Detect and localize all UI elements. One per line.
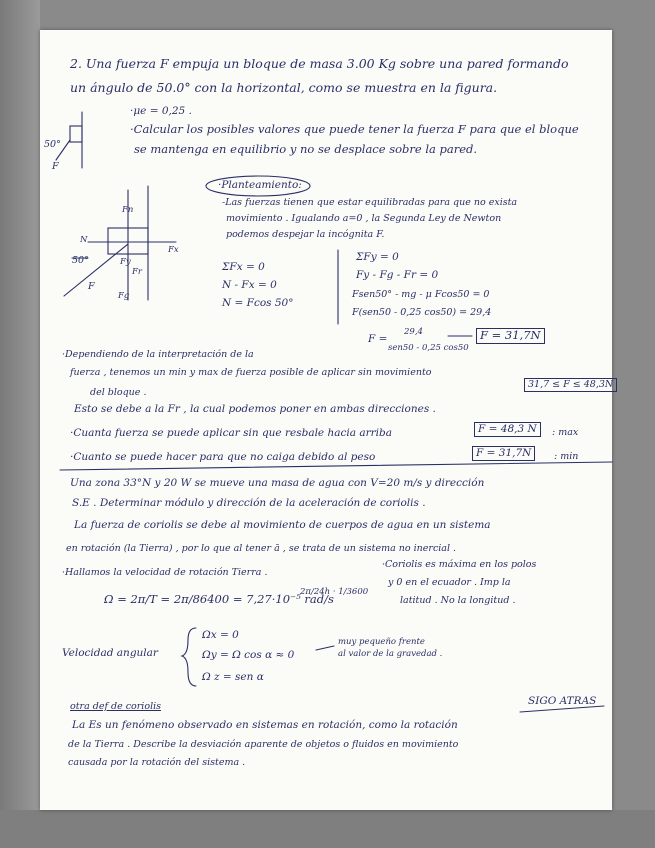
otra-line-3: causada por la rotación del sistema . [68, 757, 246, 768]
omega-y: Ωy = Ω cos α ≈ 0 [202, 649, 295, 661]
eq-right-3: Fsen50° - mg - μ Fcos50 = 0 [352, 289, 490, 300]
fbd-label-f: F [88, 281, 95, 292]
omega-aside: 2π/24h · 1/3600 [300, 587, 369, 597]
omega-x: Ωx = 0 [202, 629, 239, 641]
planteamiento-line-1: -Las fuerzas tienen que estar equilibradas para que no exista [222, 197, 518, 208]
max-box: F = 48,3 N [474, 422, 541, 437]
fbd-label-fx: Fx [168, 245, 179, 255]
fbd-label-n: N [80, 235, 88, 245]
otra-line-1: La Es un fenómeno observado en sistemas en rotación, como la rotación [72, 719, 458, 731]
eq-right-5-lhs: F = [368, 333, 388, 345]
eq-right-4: F(sen50 - 0,25 cos50) = 29,4 [352, 307, 492, 318]
otra-title: otra def de coriolis [70, 701, 162, 712]
planteamiento-ring [206, 176, 310, 196]
discussion-line-1: ·Dependiendo de la interpretación de la [62, 349, 254, 360]
problem-line-1: 2. Una fuerza F empuja un bloque de masa 3.00 Kg sobre una pared formando [70, 56, 569, 71]
range-box: 31,7 ≤ F ≤ 48,3N [524, 378, 617, 392]
fbd-label-angle: 50° [72, 255, 89, 266]
coriolis-line-5: ·Hallamos la velocidad de rotación Tierra . [62, 567, 268, 578]
omega-z: Ω z = sen α [202, 671, 264, 683]
eq-right-1: ΣFy = 0 [356, 251, 399, 263]
fbd-force-f [64, 244, 128, 296]
discussion-line-6: ·Cuanto se puede hacer para que no caiga debido al peso [70, 451, 376, 463]
eq-left-2: N - Fx = 0 [222, 279, 277, 291]
min-box: F = 31,7N [472, 446, 535, 461]
coriolis-line-3: La fuerza de coriolis se debe al movimiento de cuerpos de agua en un sistema [74, 519, 491, 531]
eq-right-2: Fy - Fg - Fr = 0 [356, 269, 439, 281]
discussion-line-2: fuerza , tenemos un min y max de fuerza posible de aplicar sin movimiento [70, 367, 432, 378]
coriolis-line-4: en rotación (la Tierra) , por lo que al tener ā , se trata de un sistema no inercial . [66, 543, 457, 554]
discussion-line-4: Esto se debe a la Fr , la cual podemos poner en ambas direcciones . [74, 403, 436, 415]
fbd-label-fn: Fn [122, 205, 134, 215]
note-line-3: latitud . No la longitud . [400, 595, 516, 606]
problem-line-2: un ángulo de 50.0° con la horizontal, como se muestra en la figura. [70, 80, 498, 95]
angular-velocity-label: Velocidad angular [62, 647, 158, 659]
discussion-line-5: ·Cuanta fuerza se puede aplicar sin que resbale hacia arriba [70, 427, 392, 439]
wall-figure-force-arrow [56, 140, 70, 160]
planteamiento-line-2: movimiento . Igualando a=0 , la Segunda Ley de Newton [226, 213, 502, 224]
signature-note: SIGO ATRAS [528, 695, 597, 707]
note-line-1: ·Coriolis es máxima en los polos [382, 559, 537, 570]
eq-right-5-num: 29,4 [404, 327, 423, 337]
eq-left-3: N = Fcos 50° [222, 297, 294, 309]
omega-brace [182, 628, 196, 686]
wall-figure-angle: 50° [44, 139, 61, 150]
eq-right-5-den: sen50 - 0,25 cos50 [388, 343, 469, 353]
aside-line-2: al valor de la gravedad . [338, 649, 443, 659]
coriolis-line-1: Una zona 33°N y 20 W se mueve una masa de agua con V=20 m/s y dirección [70, 477, 485, 489]
eq-left-1: ΣFx = 0 [222, 261, 265, 273]
discussion-line-3: del bloque . [90, 387, 147, 398]
planteamiento-line-3: podemos despejar la incógnita F. [226, 229, 385, 240]
wall-figure-force: F [52, 161, 59, 172]
signature-underline [520, 706, 604, 712]
max-label: : max [552, 427, 579, 438]
section-divider [60, 462, 612, 470]
aside-arrow [316, 646, 334, 650]
wall-figure-block [70, 126, 82, 142]
min-label: : min [554, 451, 579, 462]
question-line-1: ·Calcular los posibles valores que puede tener la fuerza F para que el bloque [130, 122, 579, 136]
note-line-2: y 0 en el ecuador . Imp la [388, 577, 511, 588]
coriolis-line-2: S.E . Determinar módulo y dirección de la aceleración de coriolis . [72, 497, 426, 509]
otra-line-2: de la Tierra . Describe la desviación aparente de objetos o fluidos en movimiento [68, 739, 459, 750]
fbd-label-fg: Fg [118, 291, 130, 301]
omega-equation: Ω = 2π/T = 2π/86400 = 7,27·10⁻⁵ rad/s [104, 592, 334, 606]
fbd-label-fr: Fr [132, 267, 142, 277]
result-box: F = 31,7N [476, 328, 545, 344]
fbd-label-fy: Fy [120, 257, 131, 267]
planteamiento-title: ·Planteamiento: [218, 179, 302, 191]
aside-line-1: muy pequeño frente [338, 637, 425, 647]
mu-value: ·μe = 0,25 . [130, 105, 192, 117]
question-line-2: se mantenga en equilibrio y no se desplace sobre la pared. [134, 142, 478, 156]
